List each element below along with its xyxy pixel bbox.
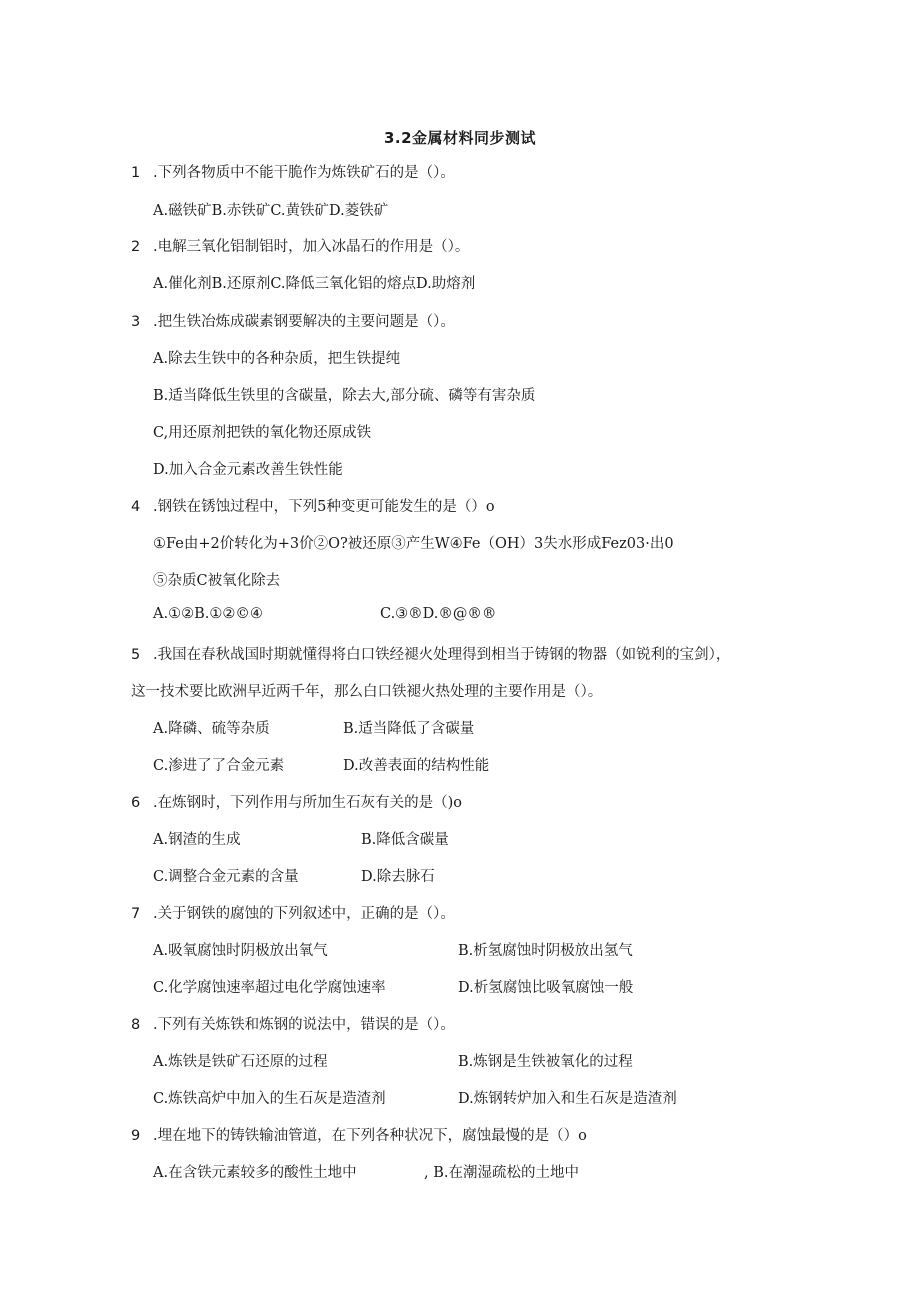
question-5-option-d: D.改善表面的结构性能	[343, 758, 490, 774]
question-2-options: A.催化剂B.还原剂C.降低三氧化铝的熔点D.助熔剂	[153, 276, 476, 292]
question-8	[131, 1013, 455, 1034]
question-text: .在炼钢时，下列作用与所加生石灰有关的是（)o	[153, 795, 462, 811]
question-number: 1	[131, 165, 141, 181]
question-number: 7	[131, 906, 141, 922]
question-4-options-ab: A.①②B.①②©④	[153, 606, 263, 622]
question-7-option-c: C.化学腐蚀速率超过电化学腐蚀速率	[153, 980, 386, 996]
question-6	[131, 791, 462, 812]
question-number: 3	[131, 314, 141, 330]
question-9-option-b: , B.在潮湿疏松的土地中	[424, 1165, 579, 1181]
question-3-option-a: A.除去生铁中的各种杂质，把生铁提纯	[153, 351, 401, 367]
question-8-option-d: D.炼钢转炉加入和生石灰是造渣剂	[458, 1091, 677, 1107]
question-5-option-a: A.降磷、硫等杂质	[153, 721, 270, 737]
question-5-option-c: C.渗进了了合金元素	[153, 758, 285, 774]
question-5	[131, 643, 730, 664]
question-4-statement-line-1: ①Fe由+2价转化为+3价②O?被还原③产生W④Fe（OH）3失水形成Fez03·出0	[153, 536, 674, 552]
question-3-option-d: D.加入合金元素改善生铁性能	[153, 462, 343, 478]
question-6-option-a: A.钢渣的生成	[153, 832, 241, 848]
question-number: 6	[131, 795, 141, 811]
question-1	[131, 161, 455, 182]
question-1-options: A.磁铁矿B.赤铁矿C.黄铁矿D.菱铁矿	[153, 203, 389, 219]
question-number: 5	[131, 647, 141, 663]
question-3-option-c: C,用还原剂把铁的氧化物还原成铁	[153, 425, 372, 441]
question-7-option-d: D.析氢腐蚀比吸氧腐蚀一般	[458, 980, 634, 996]
question-7-option-b: B.析氢腐蚀时阴极放出氢气	[458, 943, 633, 959]
question-number: 2	[131, 239, 141, 255]
question-5-continuation: 这一技术要比欧洲早近两千年，那么白口铁褪火热处理的主要作用是（）。	[131, 684, 603, 700]
question-text: .钢铁在锈蚀过程中，下列5种变更可能发生的是（）o	[153, 499, 495, 515]
question-7	[131, 902, 455, 923]
question-6-option-b: B.降低含碳量	[361, 832, 449, 848]
question-text: .我国在春秋战国时期就懂得将白口铁经褪火处理得到相当于铸钢的物器（如锐利的宝剑），	[153, 647, 731, 663]
question-text: .电解三氧化铝制铝时，加入冰晶石的作用是（）。	[153, 239, 470, 255]
question-4-options-cd: C.③®D.®@®®	[380, 606, 497, 622]
question-7-option-a: A.吸氧腐蚀时阴极放出氧气	[153, 943, 328, 959]
question-4-statement-line-2: ⑤杂质C被氧化除去	[153, 573, 281, 589]
question-4	[131, 495, 495, 516]
question-text: .关于钢铁的腐蚀的下列叙述中，正确的是（）。	[153, 906, 455, 922]
question-number: 8	[131, 1017, 141, 1033]
question-8-option-b: B.炼钢是生铁被氧化的过程	[458, 1054, 633, 1070]
document-title: 3.2金属材料同步测试	[383, 129, 537, 147]
question-number: 4	[131, 499, 141, 515]
question-3-option-b: B.适当降低生铁里的含碳量，除去大,部分硫、磷等有害杂质	[153, 388, 536, 404]
question-6-option-d: D.除去脉石	[361, 869, 435, 885]
question-number: 9	[131, 1128, 141, 1144]
question-text: .下列各物质中不能干脆作为炼铁矿石的是（）。	[153, 165, 455, 181]
question-text: .把生铁冶炼成碳素钢要解决的主要问题是（）。	[153, 314, 455, 330]
question-text: .埋在地下的铸铁输油管道，在下列各种状况下，腐蚀最慢的是（）o	[153, 1128, 587, 1144]
question-2	[131, 235, 469, 256]
question-9	[131, 1124, 587, 1145]
question-6-option-c: C.调整合金元素的含量	[153, 869, 299, 885]
question-9-option-a: A.在含铁元素较多的酸性土地中	[153, 1165, 357, 1181]
question-8-option-a: A.炼铁是铁矿石还原的过程	[153, 1054, 328, 1070]
question-3	[131, 310, 455, 331]
question-5-option-b: B.适当降低了含碳量	[343, 721, 475, 737]
question-text: .下列有关炼铁和炼钢的说法中，错误的是（）。	[153, 1017, 455, 1033]
question-8-option-c: C.炼铁高炉中加入的生石灰是造渣剂	[153, 1091, 386, 1107]
